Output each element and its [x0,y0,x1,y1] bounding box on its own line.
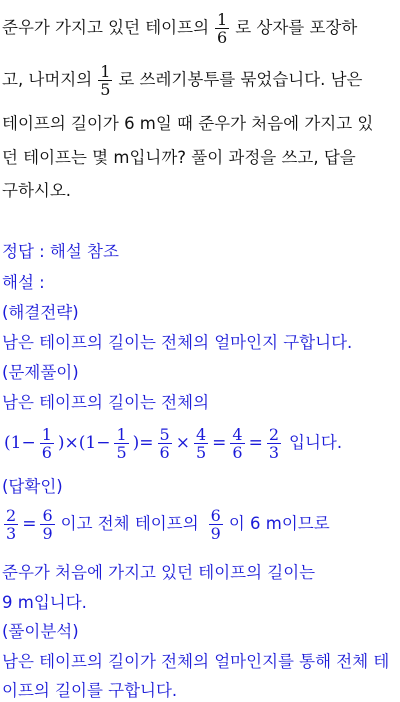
problem-line-4: 던 테이프는 몇 m입니까? 풀이 과정을 쓰고, 답을 [2,148,356,167]
fraction: $\frac{1}{6}$ [41,424,52,462]
fraction: $\frac{1}{5}$ [100,61,111,99]
solve-text: 남은 테이프의 길이는 전체의 [2,393,210,412]
explanation-label: 해설 : [2,273,45,292]
fraction: $\frac{1}{5}$ [116,424,127,462]
fraction: $\frac{4}{5}$ [195,424,207,462]
analysis-line-1: 남은 테이프의 길이가 전체의 얼마인지를 통해 전체 테 [2,652,390,671]
check-heading: (답확인) [2,477,63,496]
answer-label: 정답 : 해설 참조 [2,242,119,261]
problem-text: 고, 나머지의 [2,70,93,89]
check-line-2: 준우가 처음에 가지고 있던 테이프의 길이는 [2,563,316,582]
fraction: $\frac{5}{6}$ [159,424,170,462]
strategy-heading: (해결전략) [2,303,79,322]
check-equation: $\frac{2}{3}$ = $\frac{6}{9}$ 이고 전체 테이프의 $\frac{6}{9}$ 이 6 m이므로 [6,505,330,543]
analysis-heading: (풀이분석) [2,622,79,641]
strategy-text: 남은 테이프의 길이는 전체의 얼마인지 구합니다. [2,333,353,352]
fraction: $\frac{1}{6}$ [217,9,228,47]
solve-heading: (문제풀이) [2,363,79,382]
fraction: $\frac{4}{6}$ [232,424,243,462]
solution-equation: (1− $\frac{1}{6}$ )×(1− $\frac{1}{5}$ )= $\frac{5}{6}$ × $\frac{4}{5}$ = $\frac{4}{6}$ = $\frac{2}{3}$ 입니다. [4,424,343,462]
problem-line-5: 구하시오. [2,181,72,200]
problem-line-2 [2,60,400,100]
check-line-3: 9 m입니다. [2,593,87,612]
fraction: $\frac{6}{9}$ [210,505,221,543]
problem-text: 로 상자를 포장하 [235,18,358,37]
problem-line-3: 테이프의 길이가 6 m일 때 준우가 처음에 가지고 있 [2,114,374,133]
problem-text: 로 쓰레기봉투를 묶었습니다. 남은 [118,70,363,89]
fraction: $\frac{2}{3}$ [6,505,17,543]
analysis-line-2: 이프의 길이를 구합니다. [2,681,178,700]
problem-text: 준우가 가지고 있던 테이프의 [2,18,210,37]
fraction: $\frac{6}{9}$ [42,505,53,543]
fraction: $\frac{2}{3}$ [268,424,280,462]
problem-line-1 [2,8,400,48]
